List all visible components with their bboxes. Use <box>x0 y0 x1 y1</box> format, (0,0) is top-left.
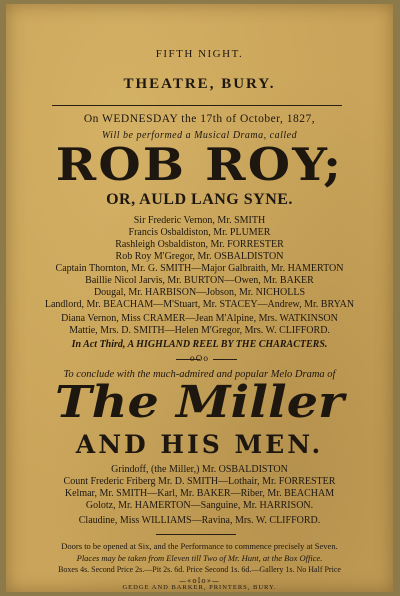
cast1-line: Mattie, Mrs. D. SMITH—Helen M'Gregor, Mrs. W. CLIFFORD. <box>69 325 330 336</box>
cast2-line: Golotz, Mr. HAMERTON—Sanguine, Mr. HARRISON. <box>85 500 314 511</box>
main-title: ROB ROY; <box>55 138 344 191</box>
conclude-line: To conclude with the much-admired and popular Melo Drama of <box>63 369 336 380</box>
notice-line: Doors to be opened at Six, and the Performance to commence precisely at Seven. <box>61 541 338 551</box>
cast1-line: Diana Vernon, Miss CRAMER—Jean M'Alpine, Mrs. WATKINSON <box>61 313 338 324</box>
cast2-line: Claudine, Miss WILLIAMS—Ravina, Mrs. W. CLIFFORD. <box>78 515 321 526</box>
bottom-ornament: —«oIo»— <box>179 577 220 585</box>
divider-ornament: oOo <box>189 354 210 363</box>
cast2-line: Grindoff, (the Miller,) Mr. OSBALDISTON <box>111 464 288 475</box>
notice-line: Places may be taken from Eleven till Two of Mr. Hunt, at the Box Office. <box>76 553 323 563</box>
cast1-line: Dougal, Mr. HARBISON—Jobson, Mr. NICHOLLS <box>93 287 306 298</box>
notice-line: Boxes 4s. Second Price 2s.—Pit 2s. 6d. Price Second 1s. 6d.—Gallery 1s. No Half Price <box>58 565 341 574</box>
date-line: On WEDNESDAY the 17th of October, 1827, <box>83 113 316 125</box>
act-note: In Act Third, A HIGHLAND REEL BY THE CHARACTERS. <box>71 339 328 350</box>
second-title: The Miller <box>54 377 345 428</box>
top-rule <box>52 105 342 106</box>
subtitle: OR, AULD LANG SYNE. <box>106 191 293 208</box>
playbill <box>6 4 393 592</box>
cast1-line: Baillie Nicol Jarvis, Mr. BURTON—Owen, Mr. BAKER <box>85 275 314 286</box>
cast1-line: Rashleigh Osbaldiston, Mr. FORRESTER <box>115 239 284 250</box>
cast2-line: Kelmar, Mr. SMITH—Karl, Mr. BAKER—Riber, Mr. BEACHAM <box>64 488 335 499</box>
divider-rule-right <box>213 359 237 360</box>
mid-rule <box>156 534 236 535</box>
cast1-line: Francis Osbaldiston, Mr. PLUMER <box>128 227 271 238</box>
intro-line: Will be performed a Musical Drama, called <box>101 130 298 141</box>
night-label: FIFTH NIGHT. <box>155 48 244 60</box>
second-subtitle: AND HIS MEN. <box>75 430 324 459</box>
cast2-line: Count Frederic Friberg Mr. D. SMITH—Lothair, Mr. FORRESTER <box>63 476 336 487</box>
cast1-line: Landlord, Mr. BEACHAM—M'Stuart, Mr. STACEY—Andrew, Mr. BRYAN <box>44 299 355 310</box>
cast1-line: Sir Frederic Vernon, Mr. SMITH <box>133 215 266 226</box>
cast1-line: Rob Roy M'Gregor, Mr. OSBALDISTON <box>115 251 284 262</box>
printer-line: GEDGE AND BARKER, PRINTERS, BURY. <box>122 584 277 591</box>
cast1-line: Captain Thornton, Mr. G. SMITH—Major Galbraith, Mr. HAMERTON <box>55 263 344 274</box>
theatre-name: THEATRE, BURY. <box>123 76 276 92</box>
